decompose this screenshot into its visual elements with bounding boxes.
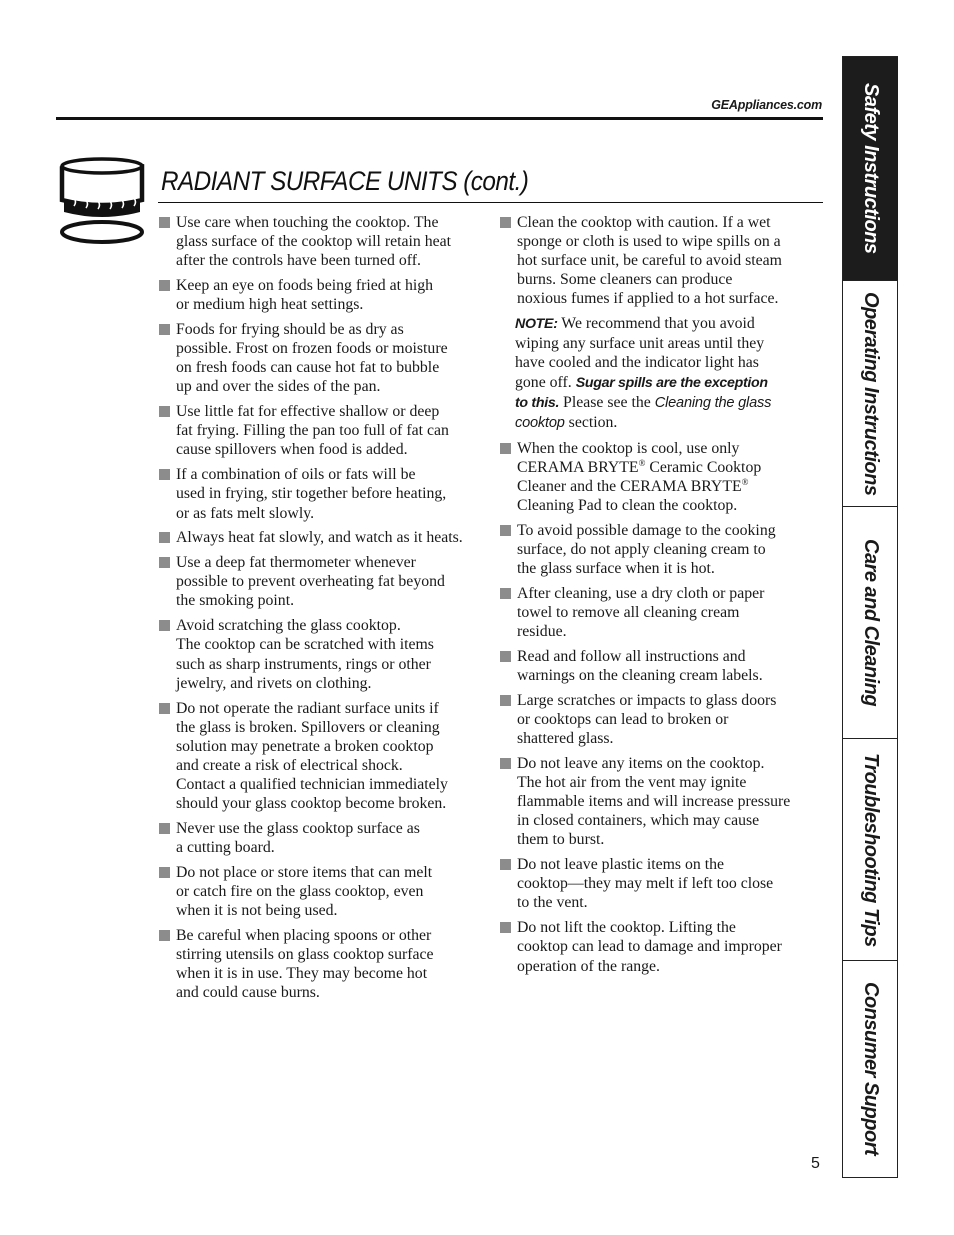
bullet-square-icon: [159, 930, 170, 941]
bullet-text-line: Foods for frying should be as dry as: [176, 321, 404, 339]
bullet-text-line: Always heat fat slowly, and watch as it heats.: [176, 529, 463, 547]
bullet-text-line: them to burst.: [517, 831, 605, 849]
bullet-square-icon: [500, 217, 511, 228]
bullet-text-line: cause spillovers when food is added.: [176, 441, 408, 459]
note-label: NOTE:: [515, 316, 558, 333]
bullet-item: When the cooktop is cool, use only CERAMA BRYTE® Ceramic Cooktop Cleaner and the CERAMA BRYTE® Cleaning Pad to clean the cooktop.: [499, 439, 825, 515]
bullet-text-line: when it is in use. They may become hot: [176, 965, 428, 983]
bullet-text-line: and could cause burns.: [176, 984, 320, 1002]
bullet-item: [499, 521, 825, 578]
bullet-text-line: Use a deep fat thermometer whenever: [176, 554, 416, 572]
bullet-item: [158, 528, 488, 547]
bullet-text-line: up and over the sides of the pan.: [176, 378, 381, 396]
bullet-text-line: The hot air from the vent may ignite: [517, 774, 747, 792]
bullet-item: [499, 647, 825, 685]
bullet-square-icon: [500, 859, 511, 870]
bullet-text-line: or cooktops can lead to broken or: [517, 711, 729, 729]
bullet-text-line: noxious fumes if applied to a hot surface.: [517, 290, 779, 308]
bullet-square-icon: [500, 695, 511, 706]
right-column: [499, 213, 825, 981]
bullet-text-line: or medium high heat settings.: [176, 296, 364, 314]
bullet-text-line: sponge or cloth is used to wipe spills on a: [517, 233, 781, 251]
bullet-text-line: After cleaning, use a dry cloth or paper: [517, 584, 765, 602]
bullet-text-line: burns. Some cleaners can produce: [517, 271, 733, 289]
bullet-text-line: flammable items and will increase pressure: [517, 793, 791, 811]
bullet-text-line: hot surface unit, be careful to avoid steam: [517, 252, 782, 270]
bullet-text-line: such as sharp instruments, rings or other: [176, 655, 431, 673]
bullet-text-line: To avoid possible damage to the cooking: [517, 521, 776, 539]
bullet-text-line: Clean the cooktop with caution. If a wet: [517, 214, 771, 231]
bullet-text-line: to the vent.: [517, 894, 588, 912]
bullet-text-line: Keep an eye on foods being fried at high: [176, 277, 434, 295]
bullet-item: [158, 926, 488, 1002]
bullet-item: [158, 863, 488, 920]
bullet-text-line: operation of the range.: [517, 957, 660, 975]
bullet-text-line: Use care when touching the cooktop. The: [176, 214, 439, 231]
bullet-text-line: fat frying. Filling the pan too full of fat can: [176, 422, 449, 440]
bullet-text-line: Read and follow all instructions and: [517, 647, 746, 665]
header-rule: [56, 117, 823, 120]
bullet-text-line: when it is not being used.: [176, 902, 338, 920]
bullet-square-icon: [500, 443, 511, 454]
site-url: GEAppliances.com: [711, 98, 822, 112]
bullet-text-line: residue.: [517, 623, 567, 641]
bullet-square-icon: [500, 588, 511, 599]
pot-on-burner-icon: [56, 154, 148, 246]
bullet-text-line: Contact a qualified technician immediately: [176, 775, 448, 793]
bullet-text-line: towel to remove all cleaning cream: [517, 603, 740, 621]
bullet-text-line: cooktop can lead to damage and improper: [517, 938, 782, 956]
bullet-text-line: Do not leave plastic items on the: [517, 856, 725, 874]
bullet-item: [158, 320, 488, 396]
bullet-text-line: jewelry, and rivets on clothing.: [176, 674, 372, 692]
bullet-square-icon: [159, 280, 170, 291]
bullet-item: [158, 553, 488, 610]
bullet-text-line: the glass surface when it is hot.: [517, 559, 715, 577]
bullet-text-line: Never use the glass cooktop surface as: [176, 819, 420, 837]
bullet-item: [158, 465, 488, 522]
bullet-item: [499, 918, 825, 975]
bullet-text-line: possible to prevent overheating fat beyond: [176, 573, 445, 591]
page-number: 5: [811, 1155, 820, 1172]
bullet-text-line: Use little fat for effective shallow or deep: [176, 403, 440, 421]
tab-consumer-support[interactable]: Consumer Support: [860, 982, 882, 1156]
bullet-text-line: and create a risk of electrical shock.: [176, 756, 403, 774]
bullet-square-icon: [159, 324, 170, 335]
bullet-text-line: after the controls have been turned off.: [176, 252, 421, 270]
bullet-square-icon: [500, 525, 511, 536]
bullet-text-line: Be careful when placing spoons or other: [176, 926, 432, 944]
bullet-text-line: on fresh foods can cause hot fat to bubble: [176, 359, 440, 377]
left-column: [158, 213, 488, 1008]
bullet-square-icon: [159, 532, 170, 543]
note-paragraph: NOTE: We recommend that you avoid wiping any surface unit areas until they have cooled and the indicator light has gone off. Sugar spills are the exception to this. Please see the Cleaning the glass cooktop section.: [515, 315, 772, 431]
bullet-item: [158, 699, 488, 814]
bullet-text-line: surface, do not apply cleaning cream to: [517, 540, 766, 558]
bullet-item: [158, 402, 488, 459]
bullet-square-icon: [500, 651, 511, 662]
bullet-item: [499, 754, 825, 849]
bullet-text-line: Large scratches or impacts to glass doors: [517, 691, 777, 709]
bullet-text-line: the smoking point.: [176, 592, 295, 610]
section-title: RADIANT SURFACE UNITS (cont.): [161, 166, 529, 196]
bullet-text-line: possible. Frost on frozen foods or moisture: [176, 340, 448, 358]
bullet-text-line: or as fats melt slowly.: [176, 504, 315, 522]
bullet-text-line: stirring utensils on glass cooktop surface: [176, 946, 434, 964]
title-rule: [158, 202, 823, 203]
bullet-text-line: solution may penetrate a broken cooktop: [176, 737, 434, 755]
bullet-text-line: Do not leave any items on the cooktop.: [517, 755, 765, 773]
bullet-item: [158, 276, 488, 314]
bullet-item: [158, 819, 488, 857]
tab-operating-instructions[interactable]: Operating Instructions: [843, 281, 898, 507]
bullet-text-line: the glass is broken. Spillovers or cleaning: [176, 718, 440, 736]
bullet-text-line: in closed containers, which may cause: [517, 812, 760, 830]
bullet-text-line: or catch fire on the glass cooktop, even: [176, 882, 424, 900]
bullet-square-icon: [159, 823, 170, 834]
side-tabs: [842, 56, 898, 1178]
bullet-square-icon: [159, 703, 170, 714]
tab-troubleshooting-tips[interactable]: Troubleshooting Tips: [843, 739, 898, 961]
bullet-item: [499, 584, 825, 641]
bullet-square-icon: [159, 469, 170, 480]
bullet-item: [158, 213, 488, 270]
bullet-text-line: warnings on the cleaning cream labels.: [517, 667, 763, 685]
bullet-square-icon: [159, 867, 170, 878]
tab-care-and-cleaning[interactable]: Care and Cleaning: [843, 507, 898, 739]
bullet-text-line: used in frying, stir together before heating,: [176, 485, 447, 503]
bullet-square-icon: [159, 406, 170, 417]
bullet-item: [499, 855, 825, 912]
bullet-text-line: If a combination of oils or fats will be: [176, 466, 416, 484]
bullet-text-line: The cooktop can be scratched with items: [176, 636, 434, 654]
bullet-text-line: Do not place or store items that can melt: [176, 863, 433, 881]
bullet-square-icon: [500, 922, 511, 933]
bullet-text-line: shattered glass.: [517, 730, 614, 748]
bullet-text-line: glass surface of the cooktop will retain heat: [176, 233, 452, 251]
tab-safety-instructions[interactable]: Safety Instructions: [843, 57, 898, 281]
bullet-square-icon: [159, 217, 170, 228]
bullet-text-line: Do not lift the cooktop. Lifting the: [517, 919, 736, 937]
bullet-item: [158, 616, 488, 692]
bullet-text-line: a cutting board.: [176, 838, 275, 856]
bullet-text-line: should your glass cooktop become broken.: [176, 795, 447, 812]
bullet-item: [499, 213, 825, 308]
bullet-text-line: Avoid scratching the glass cooktop.: [176, 617, 401, 635]
bullet-text-line: Do not operate the radiant surface units if: [176, 699, 439, 717]
bullet-item: [499, 691, 825, 748]
bullet-square-icon: [159, 557, 170, 568]
bullet-text-line: cooktop—they may melt if left too close: [517, 875, 774, 893]
bullet-square-icon: [159, 620, 170, 631]
bullet-square-icon: [500, 758, 511, 769]
